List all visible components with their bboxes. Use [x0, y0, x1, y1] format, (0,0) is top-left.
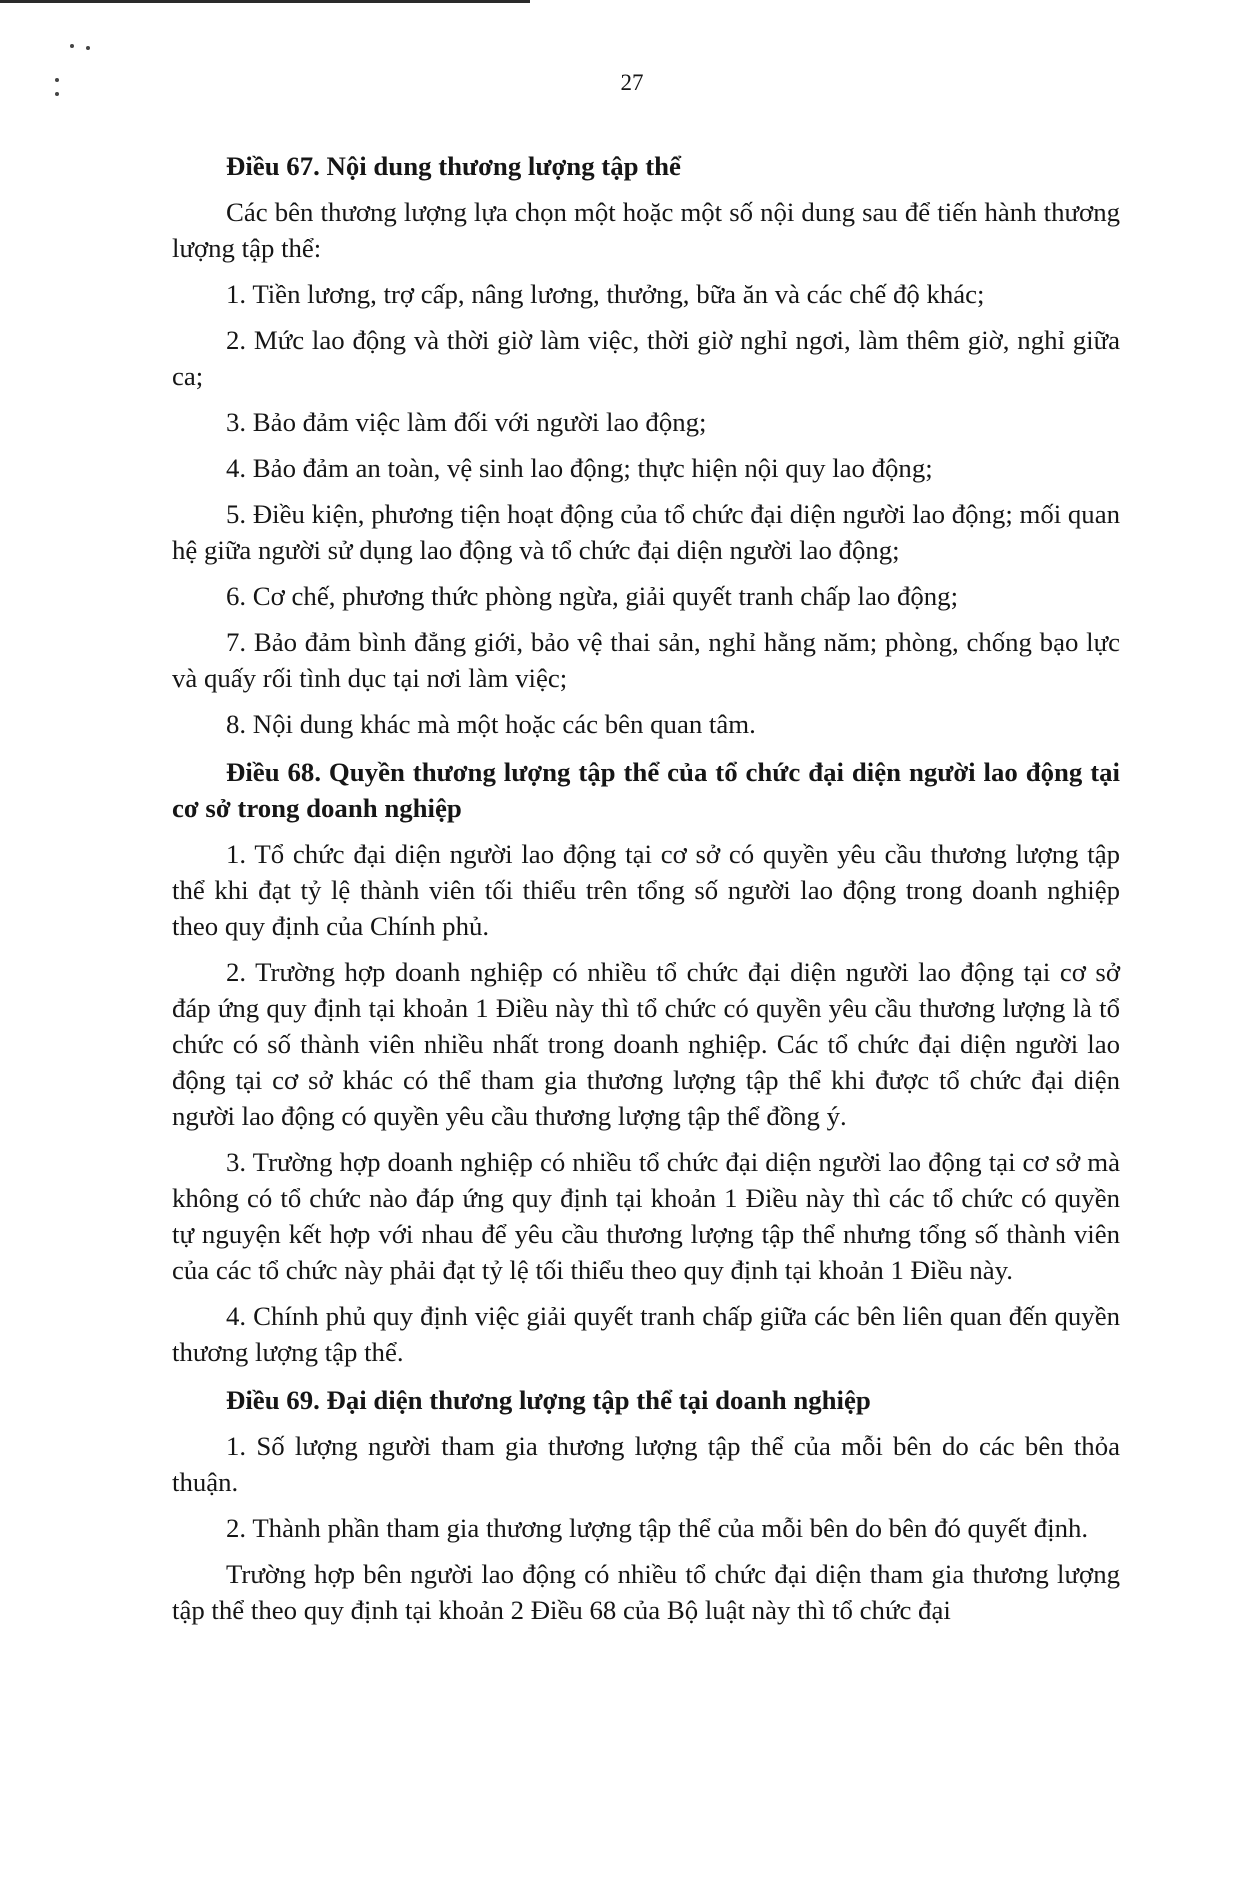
article-68-item: 1. Tổ chức đại diện người lao động tại cơ sở có quyền yêu cầu thương lượng tập thể khi đạt tỷ lệ thành viên tối thiểu trên tổng số người lao động trong doanh nghiệp theo quy định của Chính phủ. [172, 839, 1120, 941]
article-68-item: 2. Trường hợp doanh nghiệp có nhiều tổ chức đại diện người lao động tại cơ sở đáp ứng quy định tại khoản 1 Điều này thì tổ chức có quyền yêu cầu thương lượng là tổ chức có số thành viên nhiều nhất trong doanh nghiệp. Các tổ chức đại diện người lao động tại cơ sở khác có thể tham gia thương lượng tập thể khi được tổ chức đại diện người lao động có quyền yêu cầu thương lượng tập thể đồng ý. [172, 957, 1120, 1131]
top-edge-rule [0, 0, 530, 3]
page-number: 27 [620, 70, 644, 95]
article-67-heading: Điều 67. Nội dung thương lượng tập thể [226, 151, 681, 181]
article-67-item: 1. Tiền lương, trợ cấp, nâng lương, thưởng, bữa ăn và các chế độ khác; [226, 279, 985, 309]
article-69-item: 2. Thành phần tham gia thương lượng tập thể của mỗi bên do bên đó quyết định. [226, 1513, 1089, 1543]
article-67-item: 8. Nội dung khác mà một hoặc các bên quan tâm. [226, 709, 756, 739]
article-69-heading: Điều 69. Đại diện thương lượng tập thể tại doanh nghiệp [226, 1385, 871, 1415]
article-68-item: 3. Trường hợp doanh nghiệp có nhiều tổ chức đại diện người lao động tại cơ sở mà không có tổ chức nào đáp ứng quy định tại khoản 1 Điều này thì các tổ chức có quyền tự nguyện kết hợp với nhau để yêu cầu thương lượng tập thể nhưng tổng số thành viên của các tổ chức này phải đạt tỷ lệ tối thiểu theo quy định tại khoản 1 Điều này. [172, 1147, 1120, 1285]
article-67-item: 6. Cơ chế, phương thức phòng ngừa, giải quyết tranh chấp lao động; [226, 581, 959, 611]
article-67-item: 2. Mức lao động và thời giờ làm việc, thời giờ nghỉ ngơi, làm thêm giờ, nghỉ giữa ca; [172, 325, 1120, 391]
scan-mark [70, 44, 74, 48]
article-68 [172, 754, 1120, 1370]
scan-mark [86, 46, 90, 50]
article-67-item: 5. Điều kiện, phương tiện hoạt động của tổ chức đại diện người lao động; mối quan hệ giữa người sử dụng lao động và tổ chức đại diện người lao động; [172, 499, 1120, 565]
article-69-item: 1. Số lượng người tham gia thương lượng tập thể của mỗi bên do các bên thỏa thuận. [172, 1431, 1120, 1497]
document-body [172, 148, 1120, 1628]
article-67-item: 7. Bảo đảm bình đẳng giới, bảo vệ thai sản, nghỉ hằng năm; phòng, chống bạo lực và quấy rối tình dục tại nơi làm việc; [172, 627, 1120, 693]
article-67 [172, 148, 1120, 742]
article-67-intro: Các bên thương lượng lựa chọn một hoặc một số nội dung sau để tiến hành thương lượng tập thể: [172, 197, 1120, 263]
article-68-item: 4. Chính phủ quy định việc giải quyết tranh chấp giữa các bên liên quan đến quyền thương lượng tập thể. [172, 1301, 1120, 1367]
article-67-item: 3. Bảo đảm việc làm đối với người lao động; [226, 407, 707, 437]
article-69-item: Trường hợp bên người lao động có nhiều tổ chức đại diện tham gia thương lượng tập thể theo quy định tại khoản 2 Điều 68 của Bộ luật này thì tổ chức đại [172, 1559, 1120, 1625]
article-69 [172, 1382, 1120, 1628]
article-68-heading: Điều 68. Quyền thương lượng tập thể của tổ chức đại diện người lao động tại cơ sở trong doanh nghiệp [172, 757, 1120, 823]
article-67-item: 4. Bảo đảm an toàn, vệ sinh lao động; thực hiện nội quy lao động; [226, 453, 933, 483]
